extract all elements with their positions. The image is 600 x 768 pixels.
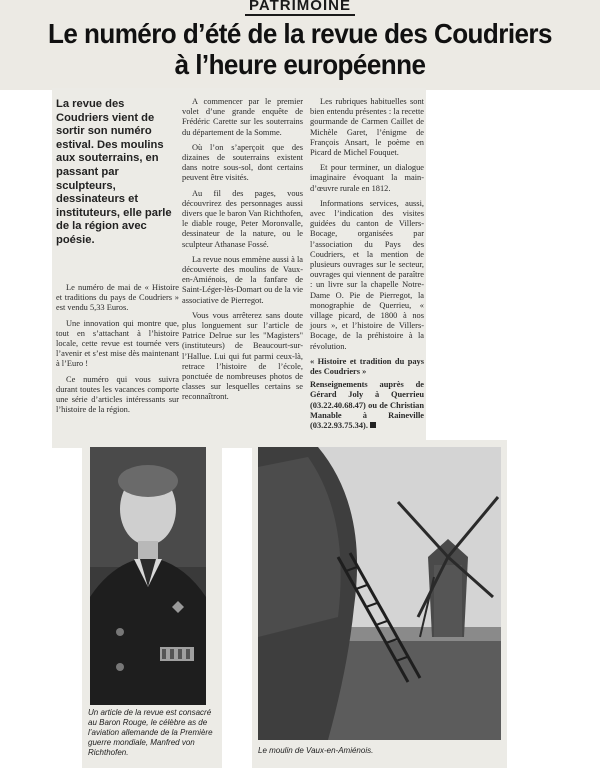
- col2-paragraph: A commencer par le premier volet d’une grande enquête de Frédéric Carette sur les souterrains du département de la Somme.: [182, 97, 303, 137]
- col2-paragraph: Où l’on s’aperçoit que des dizaines de souterrains existent dans notre sous-sol, dont certains peuvent être visités.: [182, 142, 303, 183]
- section-label: PATRIMOINE: [0, 0, 600, 14]
- col1-paragraph: Une innovation qui montre que, tout en s’attachant à l’histoire locale, cette revue est tournée vers l’avenir et s’est mise dès maintenant à l’Euro !: [56, 318, 179, 369]
- article-column-3: [310, 97, 424, 434]
- col1-paragraph: Le numéro de mai de « Histoire et traditions du pays de Coudriers » est vendu 5,33 Euros.: [56, 283, 179, 313]
- col3-paragraph: Les rubriques habituelles sont bien entendu présentes : la recette gourmande de Carmen Caillet de Michèle Garet, l’énigme de François Ansart, le poème en Picard de Michel Fouquet.: [310, 97, 424, 158]
- col3-bold-info: Renseignements auprès de Gérard Joly à Querrieu (03.22.40.68.47) ou de Christian Manable à Raineville (03.22.93.75.34).: [310, 380, 424, 431]
- col2-paragraph: La revue nous emmène aussi à la découverte des moulins de Vaux-en-Amiénois, de la fanfare de Saint-Léger-lès-Domart ou de la vie associative de Pierregot.: [182, 254, 303, 305]
- lede-paragraph: La revue des Coudriers vient de sortir son numéro estival. Des moulins aux souterrains, en passant par sculpteurs, dessinateurs et instituteurs, elle parle de la région avec poésie.: [56, 98, 172, 246]
- article-column-2: [182, 97, 303, 408]
- col3-bold-title: « Histoire et tradition du pays des Coudriers »: [310, 356, 424, 377]
- col2-paragraph: Vous vous arrêterez sans doute plus longuement sur l’article de Patrice Delrue sur les "Magisters" (instituteurs) de Beaucourt-sur-l’Hallue. Lui qui fut parmi ceux-là, retrace l’histoire de l’école, ponctuée de nombreuses photos de classes sur lesquelles certains se reconnaîtront.: [182, 310, 303, 402]
- portrait-photo-icon: [90, 447, 206, 705]
- col3-paragraph: Informations services, aussi, avec l’indication des visites guidées du canton de Villers-Bocage, organisées par l’association du Pays des Coudriers, et la mention de plusieurs ouvrages sur le secteur, ouvrages qui viennent de paraître : un livre sur la chapelle Notre-Dame O. Pie de Pierregot, la monographie de Querrieu, « village picard, de 1800 à nos jours », et l’histoire de Villers-Bocage, de la préhistoire à la révolution.: [310, 198, 424, 351]
- end-mark-icon: [370, 422, 376, 428]
- headline-line-2: à l’heure européenne: [174, 49, 426, 80]
- portrait-photo: [90, 447, 206, 705]
- col3-paragraph: Et pour terminer, un dialogue imaginaire évoquant la main-d’œuvre rurale en 1812.: [310, 163, 424, 193]
- article-column-1: [56, 283, 179, 420]
- caption-right: Le moulin de Vaux-en-Amiénois.: [258, 746, 374, 755]
- header-clipping: [0, 0, 600, 90]
- caption-left: Un article de la revue est consacré au Baron Rouge, le célèbre as de l’aviation allemande de la Première guerre mondiale, Manfred von Richthofen.: [88, 708, 213, 757]
- headline: [21, 18, 579, 80]
- col1-paragraph: Ce numéro qui vous suivra durant toutes les vacances comporte une série d’articles intéressants sur l’histoire de la région.: [56, 374, 179, 415]
- headline-line-1: Le numéro d’été de la revue des Coudriers: [48, 18, 552, 49]
- col2-paragraph: Au fil des pages, vous découvrirez des personnages aussi divers que le baron Van Richthofen, le diable rouge, Peter Moronvalle, dessinateur de la nature, ou le sculpteur Athanase Fossé.: [182, 188, 303, 249]
- windmill-photo: [258, 447, 501, 740]
- windmill-photo-icon: [258, 447, 501, 740]
